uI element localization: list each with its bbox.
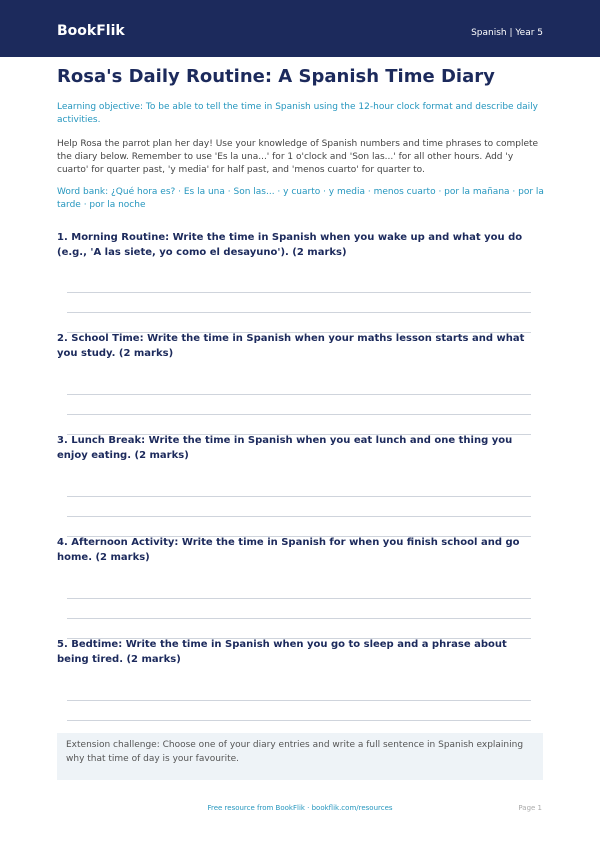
learning-objective: Learning objective: To be able to tell the time in Spanish using the 12-hour clock format and describe daily activities. [57,102,538,125]
brand-logo: BookFlik [57,23,125,39]
extension-challenge: Extension challenge: Choose one of your diary entries and write a full sentence in Spanish explaining why that time of day is your favourite. [57,733,543,780]
answer-line[interactable] [67,598,531,599]
subject-label: Spanish | Year 5 [471,28,543,38]
header-bar [0,0,600,57]
question-3: 3. Lunch Break: Write the time in Spanish when you eat lunch and one thing you enjoy eating. (2 marks) [57,435,513,461]
intro-text: Help Rosa the parrot plan her day! Use your knowledge of Spanish numbers and time phrases to complete the diary below. Remember to use 'Es la una...' for 1 o'clock and 'Son las...' for all other hours. Add 'y cuarto' for quarter past, 'y media' for half past, and 'menos cuarto' for quarter to. [57,139,539,175]
answer-line[interactable] [67,312,531,313]
answer-line[interactable] [67,720,531,721]
question-4: 4. Afternoon Activity: Write the time in Spanish for when you finish school and go home. (2 marks) [57,537,520,563]
question-5: 5. Bedtime: Write the time in Spanish when you go to sleep and a phrase about being tired. (2 marks) [57,639,507,665]
page-title: Rosa's Daily Routine: A Spanish Time Diary [57,66,495,87]
answer-line[interactable] [67,516,531,517]
answer-line[interactable] [67,700,531,701]
answer-line[interactable] [67,496,531,497]
question-1: 1. Morning Routine: Write the time in Spanish when you wake up and what you do (e.g., 'A las siete, yo como el desayuno'). (2 marks) [57,232,523,258]
word-bank: Word bank: ¿Qué hora es? · Es la una · Son las... · y cuarto · y media · menos cuarto · por la mañana · por la tarde · por la noche [57,187,544,210]
footer-resource-link[interactable]: Free resource from BookFlik · bookflik.com/resources [207,804,393,812]
answer-line[interactable] [67,394,531,395]
answer-line[interactable] [67,618,531,619]
page-number: Page 1 [518,804,542,812]
answer-line[interactable] [67,414,531,415]
question-2: 2. School Time: Write the time in Spanish when your maths lesson starts and what you study. (2 marks) [57,333,525,359]
answer-line[interactable] [67,292,531,293]
